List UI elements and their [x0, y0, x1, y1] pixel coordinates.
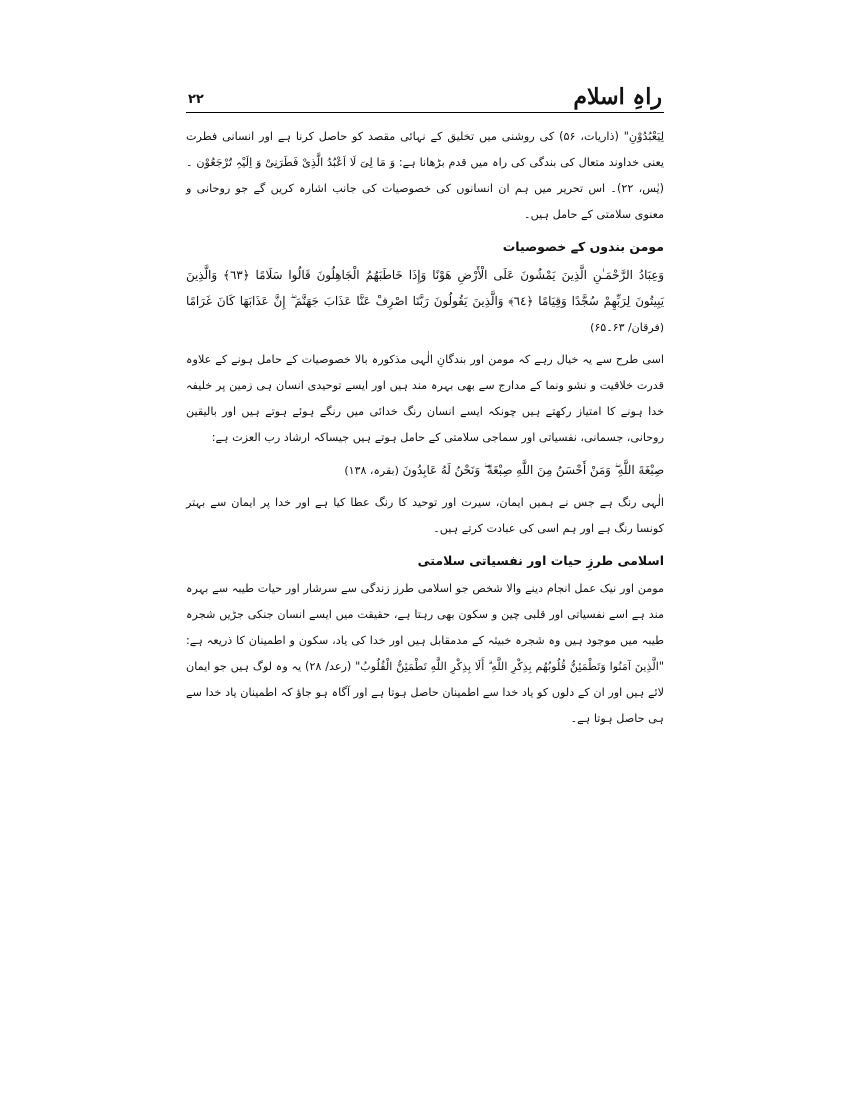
section-heading-lifestyle: اسلامی طرزِ حیات اور نفسیاتی سلامتی [417, 553, 664, 568]
quran-verse-text: وَعِبَادُ الرَّحْمَـٰنِ الَّذِينَ يَمْشُونَ عَلَى الْأَرْضِ هَوْنًا وَإِذَا خَاطَبَهُمُ الْجَاهِلُونَ قَالُوا سَلَامًا ﴿٦٣﴾ وَالَّذِينَ يَبِيتُونَ لِرَبِّهِمْ سُجَّدًا وَقِيَامًا ﴿٦٤﴾ وَالَّذِينَ يَقُولُونَ رَبَّنَا اصْرِفْ عَنَّا عَذَابَ جَهَنَّمَ ۖ إِنَّ عَذَابَهَا كَانَ غَرَامًا [186, 268, 665, 308]
verse-reference: (بقرہ، ۱۳۸) [344, 464, 399, 477]
paragraph-text: مومن اور نیک عمل انجام دینے والا شخص جو اسلامی طرز زندگی سے سرشار اور حیات طیبہ سے بہرہ مند ہے اسے نفسیاتی اور قلبی چین و سکون بھی رہتا ہے، حقیقت میں ایسے انسان جنکی جڑیں شجرہ طیبہ میں موجود ہیں وہ شجرہ خبیثہ کے مدمقابل ہیں اور خدا کی یاد، سکون و اطمینان کا ذریعہ ہے: " [186, 582, 664, 673]
quran-verse-baqarah [186, 457, 664, 484]
quran-verse-furqan [186, 262, 664, 341]
page-body [186, 124, 664, 738]
paragraph-lifestyle [186, 576, 664, 732]
running-title: راہِ اسلام [573, 84, 662, 110]
paragraph-divine-color: اسی طرح سے یہ خیال رہے کہ مومن اور بندگانِ الٰہی مذکورہ بالا خصوصیات کے حامل ہونے کے علاوہ قدرت خلاقیت و نشو ونما کے مدارج سے بھی بہرہ مند ہیں اور ایسے توحیدی انسان ہی زمین پر خلیفہ خدا ہونے کا امتیاز رکھتے ہیں چونکہ ایسے انسان رنگ خدائی میں رنگے ہوئے ہوتے ہیں اور بالیقین روحانی، جسمانی، نفسیاتی اور سماجی سلامتی کے حامل ہوتے ہیں جیساکہ ارشاد رب العزت ہے: [186, 353, 664, 444]
inline-quran-verse: الَّذِينَ آمَنُوا وَتَطْمَئِنُّ قُلُوبُهُم بِذِكْرِ اللَّهِ ۗ أَلَا بِذِكْرِ اللَّهِ تَطْمَئِنُّ الْقُلُوبُ [360, 660, 659, 673]
page-number: ۲۲ [188, 92, 204, 107]
paragraph-text: " (رعد/ ۲۸) یہ وہ لوگ ہیں جو ایمان لائے ہیں اور ان کے دلوں کو یاد خدا سے اطمینان حاصل ہوتا ہے اور آگاہ ہو جاؤ کہ اطمینان یاد خدا سے ہی حاصل ہوتا ہے۔ [186, 660, 664, 725]
verse-reference: (فرقان/ ۶۳۔۶۵) [590, 321, 664, 334]
section-heading-believers: مومن بندوں کے خصوصیات [502, 239, 664, 254]
paragraph-translation: الٰہی رنگ ہے جس نے ہمیں ایمان، سیرت اور توحید کا رنگ عطا کیا ہے اور خدا پر ایمان سے بہتر کونسا رنگ ہے اور ہم اسی کی عبادت کرتے ہیں۔ [186, 496, 664, 535]
paragraph-intro: لِيَعْبُدُوْنِ" (ذاریات، ۵۶) کی روشنی میں تخلیق کے نہائی مقصد کو حاصل کرنا ہے اور انسانی فطرت یعنی خداوند متعال کی بندگی کی راہ میں قدم بڑھانا ہے: وَ مَا لِیَ لَا اَعْبُدُ الَّذِیْ فَطَرَنِیْ وَ اِلَیْہِ تُرْجَعُوْن ۔ (یٰس، ۲۲)۔ اس تحریر میں ہم ان انسانوں کی خصوصیات کی جانب اشارہ کریں گے جو روحانی و معنوی سلامتی کے حامل ہیں۔ [186, 130, 664, 221]
header-rule [186, 112, 664, 113]
quran-verse-text: صِبْغَةَ اللَّهِ ۖ وَمَنْ أَحْسَنُ مِنَ اللَّهِ صِبْغَةً ۖ وَنَحْنُ لَهُ عَابِدُونَ [402, 463, 664, 477]
